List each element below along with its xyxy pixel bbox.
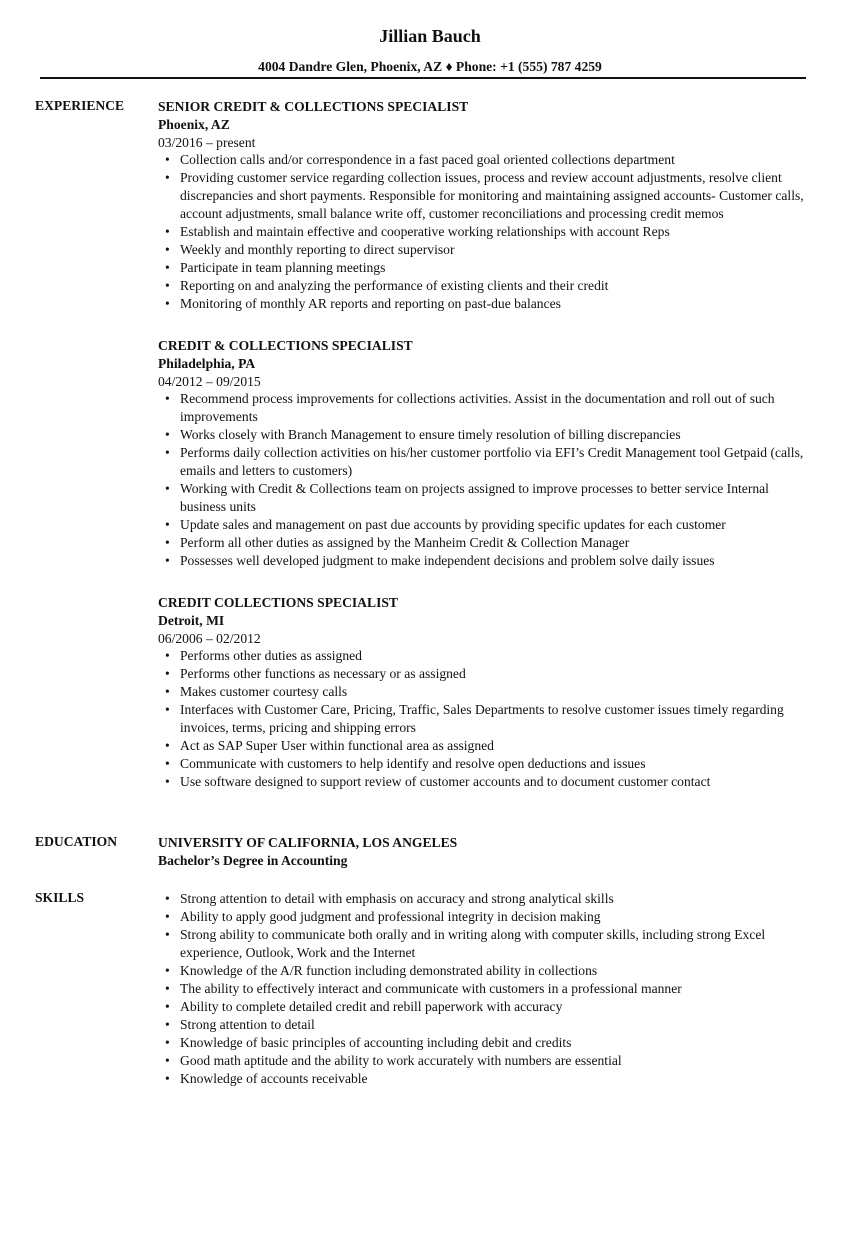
- list-item: • Good math aptitude and the ability to work accurately with numbers are essential: [180, 1052, 808, 1070]
- list-item: • Providing customer service regarding collection issues, process and review account adjustments, resolve client discrepancies and short payments. Responsible for monitoring and maintaining assigned accounts- Customer calls, account adjustments, small balance write off, customer reconciliations and processing credit memos: [180, 169, 808, 223]
- job-entry: [158, 98, 808, 313]
- list-item: • Strong ability to communicate both orally and in writing along with computer skills, including strong Excel experience, Outlook, Work and the Internet: [180, 926, 808, 962]
- list-item: • Act as SAP Super User within functional area as assigned: [180, 737, 808, 755]
- list-item: • The ability to effectively interact and communicate with customers in a professional manner: [180, 980, 808, 998]
- list-item: • Knowledge of basic principles of accounting including debit and credits: [180, 1034, 808, 1052]
- list-item: • Performs other duties as assigned: [180, 647, 808, 665]
- list-item: • Communicate with customers to help identify and resolve open deductions and issues: [180, 755, 808, 773]
- list-item: • Monitoring of monthly AR reports and reporting on past-due balances: [180, 295, 808, 313]
- job-title: SENIOR CREDIT & COLLECTIONS SPECIALIST: [158, 99, 469, 114]
- list-item: • Weekly and monthly reporting to direct supervisor: [180, 241, 808, 259]
- job-bullets: [158, 151, 808, 313]
- job-title: CREDIT COLLECTIONS SPECIALIST: [158, 595, 398, 610]
- school-name: UNIVERSITY OF CALIFORNIA, LOS ANGELES: [158, 835, 458, 850]
- list-item: • Makes customer courtesy calls: [180, 683, 808, 701]
- job-dates: 04/2012 – 09/2015: [158, 374, 261, 389]
- job-entry: [158, 594, 808, 791]
- list-item: • Working with Credit & Collections team on projects assigned to improve processes to better service Internal business units: [180, 480, 808, 516]
- job-dates: 06/2006 – 02/2012: [158, 631, 261, 646]
- job-entry: [158, 337, 808, 570]
- list-item: • Ability to apply good judgment and professional integrity in decision making: [180, 908, 808, 926]
- list-item: • Update sales and management on past due accounts by providing specific updates for each customer: [180, 516, 808, 534]
- list-item: • Works closely with Branch Management to ensure timely resolution of billing discrepancies: [180, 426, 808, 444]
- job-location: Phoenix, AZ: [158, 117, 230, 132]
- contact-line: 4004 Dandre Glen, Phoenix, AZ ♦ Phone: +1 (555) 787 4259: [258, 59, 602, 74]
- list-item: • Knowledge of the A/R function including demonstrated ability in collections: [180, 962, 808, 980]
- job-title: CREDIT & COLLECTIONS SPECIALIST: [158, 338, 413, 353]
- degree: Bachelor’s Degree in Accounting: [158, 853, 348, 868]
- list-item: • Possesses well developed judgment to make independent decisions and problem solve daily issues: [180, 552, 808, 570]
- job-dates: 03/2016 – present: [158, 135, 256, 150]
- list-item: • Reporting on and analyzing the performance of existing clients and their credit: [180, 277, 808, 295]
- job-bullets: [158, 647, 808, 791]
- list-item: • Performs daily collection activities on his/her customer portfolio via EFI’s Credit Management tool Getpaid (calls, emails and letters to customers): [180, 444, 808, 480]
- list-item: • Perform all other duties as assigned by the Manheim Credit & Collection Manager: [180, 534, 808, 552]
- list-item: • Recommend process improvements for collections activities. Assist in the documentation and roll out of such improvements: [180, 390, 808, 426]
- skills-list: [158, 890, 808, 1088]
- experience-list: [158, 98, 808, 815]
- list-item: • Interfaces with Customer Care, Pricing, Traffic, Sales Departments to resolve customer issues timely regarding invoices, terms, pricing and shipping errors: [180, 701, 808, 737]
- list-item: • Performs other functions as necessary or as assigned: [180, 665, 808, 683]
- section-label-skills: SKILLS: [35, 890, 85, 905]
- list-item: • Strong attention to detail with emphasis on accuracy and strong analytical skills: [180, 890, 808, 908]
- list-item: • Strong attention to detail: [180, 1016, 808, 1034]
- list-item: • Ability to complete detailed credit and rebill paperwork with accuracy: [180, 998, 808, 1016]
- list-item: • Collection calls and/or correspondence in a fast paced goal oriented collections department: [180, 151, 808, 169]
- candidate-name: Jillian Bauch: [379, 26, 481, 46]
- header-divider: [40, 77, 806, 79]
- section-label-education: EDUCATION: [35, 834, 118, 849]
- list-item: • Participate in team planning meetings: [180, 259, 808, 277]
- job-bullets: [158, 390, 808, 570]
- section-label-experience: EXPERIENCE: [35, 98, 125, 113]
- list-item: • Knowledge of accounts receivable: [180, 1070, 808, 1088]
- job-location: Philadelphia, PA: [158, 356, 256, 371]
- job-location: Detroit, MI: [158, 613, 225, 628]
- list-item: • Use software designed to support review of customer accounts and to document customer contact: [180, 773, 808, 791]
- list-item: • Establish and maintain effective and cooperative working relationships with account Reps: [180, 223, 808, 241]
